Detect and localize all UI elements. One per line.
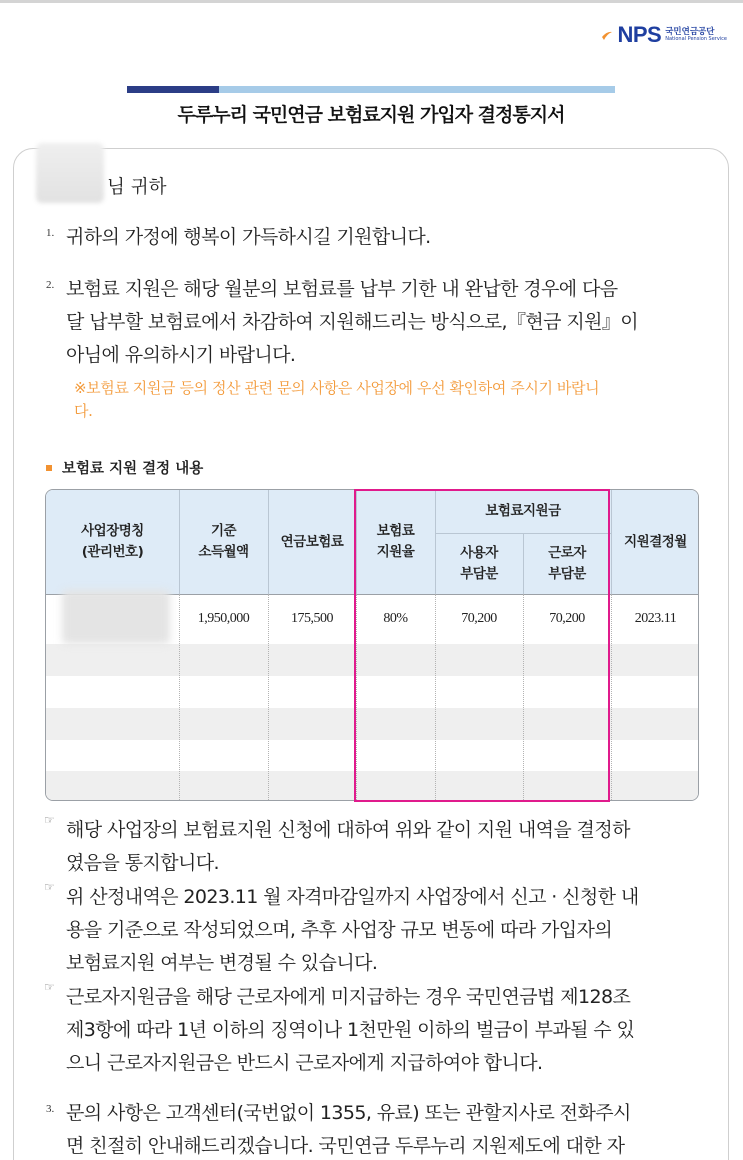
highlight-box xyxy=(354,489,610,802)
pointing-hand-icon: ☞ xyxy=(44,980,55,994)
document-title: 두루누리 국민연금 보험료지원 가입자 결정통지서 xyxy=(177,104,565,126)
item-2-text: 보험료 지원은 해당 월분의 보험료를 납부 기한 내 완납한 경우에 다음 달 납부할 보험료에서 차감하여 지원해드리는 방식으로,『현금 지원』이 아님에 유의하시기 바랍니다. xyxy=(66,278,638,366)
logo-korean-name: 국민연금공단 xyxy=(665,26,715,37)
top-divider xyxy=(0,0,743,3)
header-company: 사업장명칭 (관리번호) xyxy=(81,523,144,560)
notice-3-text: 근로자지원금을 해당 근로자에게 미지급하는 경우 국민연금법 제128조 제3항에 따라 1년 이하의 징역이나 1천만원 이하의 벌금이 부과될 수 있 으니 근로자지원금은 반드시 근로자에게 지급하여야 합니다. xyxy=(66,986,635,1074)
item-number: 2. xyxy=(46,279,55,291)
header-support-rate: 보험료 지원율 xyxy=(376,523,415,560)
redacted-company-cell xyxy=(62,590,170,644)
header-support-amount: 보험료지원금 xyxy=(485,503,561,519)
header-base-income: 기준 소득월액 xyxy=(198,523,249,560)
item-number: 1. xyxy=(46,227,55,239)
cell-base-income: 1,950,000 xyxy=(197,611,250,626)
section-heading: 보험료 지원 결정 내용 xyxy=(46,457,203,478)
notice-1-text: 해당 사업장의 보험료지원 신청에 대하여 위와 같이 지원 내역을 결정하 였음을 통지합니다. xyxy=(66,819,630,874)
logo-wordmark: NPS xyxy=(617,22,662,47)
item-number: 3. xyxy=(46,1103,55,1115)
cell-employer-share: 70,200 xyxy=(461,611,497,626)
nps-logo xyxy=(601,22,727,48)
header-employer-share: 사용자 부담분 xyxy=(460,544,498,582)
cell-premium: 175,500 xyxy=(291,611,333,626)
salutation: 님 귀하 xyxy=(107,177,167,198)
cell-decision-month: 2023.11 xyxy=(634,611,677,626)
title-accent-bar xyxy=(127,86,615,93)
nps-swoosh-icon xyxy=(601,29,613,41)
redacted-recipient-name xyxy=(36,143,104,203)
square-bullet-icon xyxy=(46,465,52,471)
logo-english-name: National Pension Service xyxy=(665,36,727,43)
pointing-hand-icon: ☞ xyxy=(44,813,55,827)
item-3-text: 문의 사항은 고객센터(국번없이 1355, 유료) 또는 관할지사로 전화주시 면 친절히 안내해드리겠습니다. 국민연금 두루누리 지원제도에 대한 자 xyxy=(66,1102,631,1157)
cell-support-rate: 80% xyxy=(383,611,408,626)
item-1-text: 귀하의 가정에 행복이 가득하시길 기원합니다. xyxy=(66,226,431,248)
pointing-hand-icon: ☞ xyxy=(44,880,55,894)
header-premium: 연금보험료 xyxy=(280,533,344,550)
cell-worker-share: 70,200 xyxy=(549,611,585,626)
header-worker-share: 근로자 부담분 xyxy=(548,544,586,582)
orange-notice: ※보험료 지원금 등의 정산 관련 문의 사항은 사업장에 우선 확인하여 주시기 바랍니 다. xyxy=(74,379,600,420)
header-decision-month: 지원결정월 xyxy=(624,533,687,550)
notice-2-text: 위 산정내역은 2023.11 월 자격마감일까지 사업장에서 신고 · 신청한 내 용을 기준으로 작성되었으며, 추후 사업장 규모 변동에 따라 가입자의 보험료지원 여부는 변경될 수 있습니다. xyxy=(66,886,639,974)
